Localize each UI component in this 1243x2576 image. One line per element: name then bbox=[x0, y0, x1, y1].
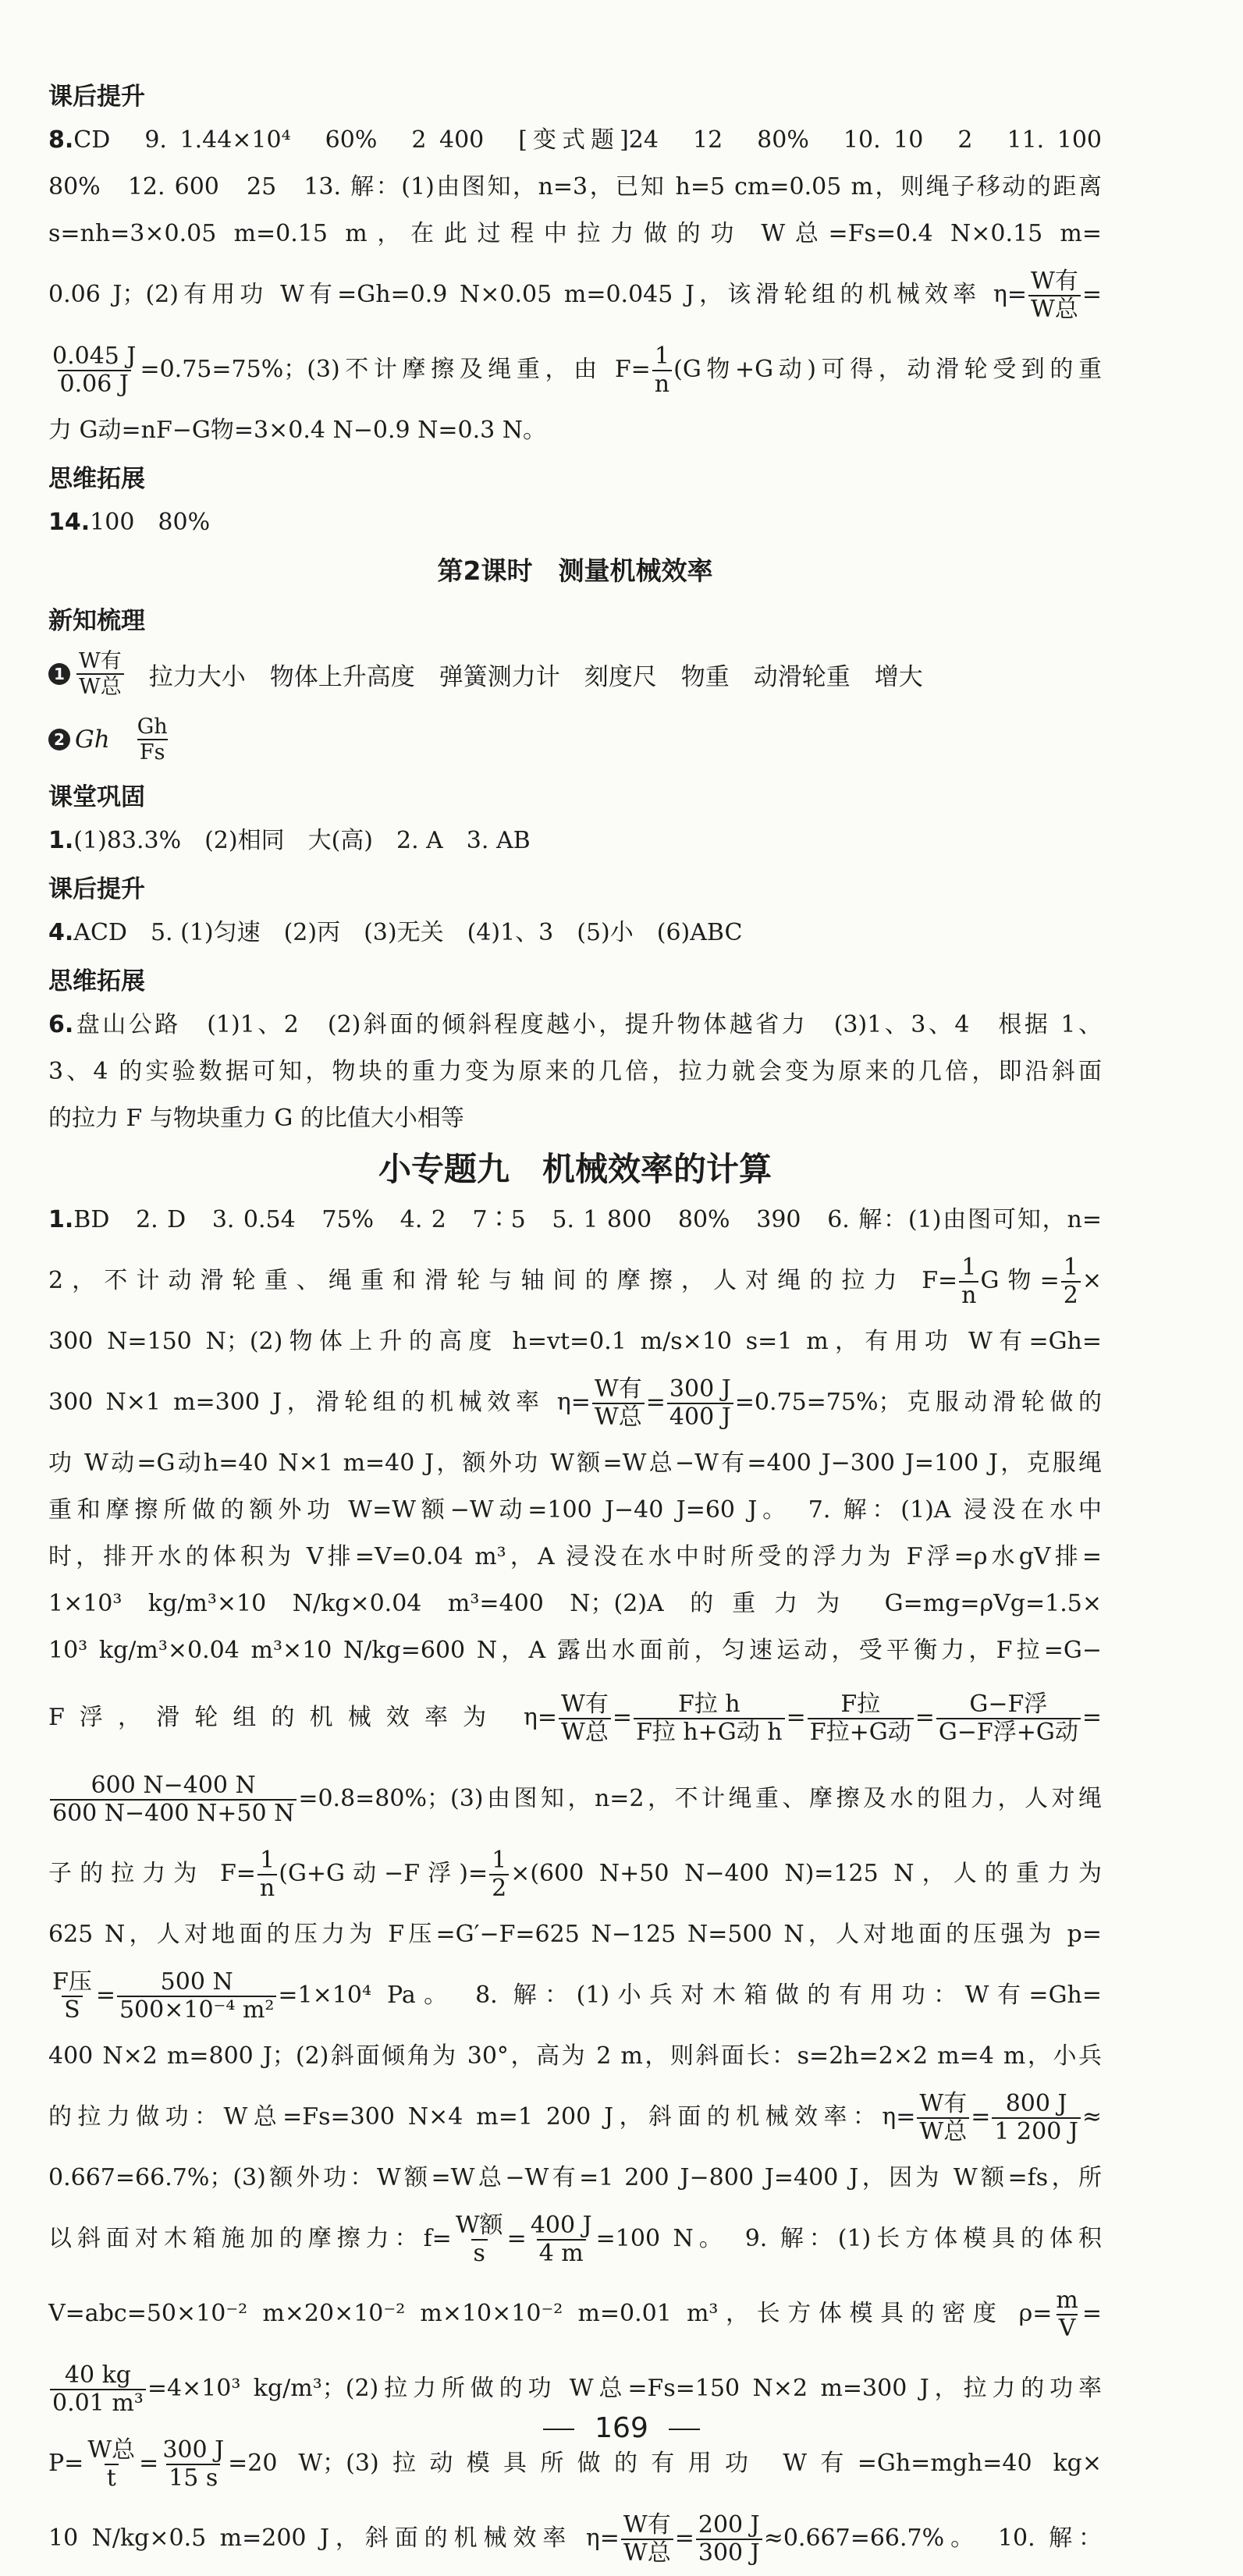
knowledge-row-2: 2 Gh $\frac{Gh}{Fs}$ bbox=[48, 707, 1102, 772]
page-footer bbox=[0, 2409, 1243, 2448]
section-label-class-consolidate: 课堂巩固 bbox=[48, 783, 145, 811]
fraction-denominator: n bbox=[652, 370, 672, 399]
fraction-denominator: F拉 h+G动 h bbox=[634, 1718, 785, 1747]
fraction-numerator: W有 bbox=[594, 1375, 642, 1403]
fraction bbox=[1053, 2287, 1080, 2343]
fraction-numerator: W有 bbox=[919, 2089, 968, 2117]
fraction-numerator: 600 N−400 N bbox=[91, 1771, 256, 1799]
fraction bbox=[917, 2091, 969, 2146]
circle-number-1: 1 bbox=[48, 663, 70, 685]
fraction-numerator: W总 bbox=[87, 2436, 136, 2464]
fraction-denominator: 2 bbox=[489, 1874, 509, 1903]
fraction-numerator: F拉 h bbox=[677, 1690, 740, 1718]
answer-line: 2，不计动滑轮重、绳重和滑轮与轴间的摩擦，人对绳的拉力 F= $\frac{1}{n}$ G物= $\frac{1}{2}$ × bbox=[48, 1253, 1102, 1309]
answer-line: 400 N×2 m=800 J；(2)斜面倾角为 30°，高为 2 m，则斜面长：s=2h=2×2 m=4 m，小兵 bbox=[48, 2042, 1102, 2070]
fraction-denominator: 500×10⁻⁴ m² bbox=[117, 1996, 276, 2024]
answer-line: 1.BD 2. D 3. 0.54 75% 4. 2 7∶5 5. 1 800 80% 390 6. 解：(1)由图可知，n= bbox=[48, 1206, 1102, 1233]
answer-line: 300 N=150 N；(2)物体上升的高度 h=vt=0.1 m/s×10 s=1 m，有用功 W有=Gh= bbox=[48, 1328, 1102, 1355]
fraction-numerator: W有 bbox=[623, 2510, 671, 2539]
fraction-denominator: 0.06 J bbox=[58, 370, 131, 399]
answer-line: 以斜面对木箱施加的摩擦力：f= W额 s = $\frac{400 J}{4 m}$ =100 N。 9. 解：(1)长方体模具的体积 bbox=[48, 2211, 1102, 2267]
answer-line: 625 N，人对地面的压力为 F压=G′−F=625 N−125 N=500 N，人对地面的压强为 p= bbox=[48, 1921, 1102, 1948]
fraction-denominator: s bbox=[471, 2239, 488, 2268]
fraction bbox=[50, 1772, 297, 1828]
fraction-numerator: 1 bbox=[654, 342, 669, 370]
section-label-after-class: 课后提升 bbox=[48, 83, 145, 111]
fraction-denominator: W总 bbox=[1028, 295, 1081, 324]
fraction-denominator: F拉+G动 bbox=[808, 1718, 914, 1747]
fraction-numerator: 300 J bbox=[669, 1375, 731, 1403]
fraction-numerator: W有 bbox=[561, 1690, 609, 1718]
fraction-denominator: 2 bbox=[1061, 1281, 1081, 1310]
fraction bbox=[1028, 268, 1081, 324]
answer-line: 300 N×1 m=300 J，滑轮组的机械效率 η= W有 W总 = $\frac{300 J}{400 J}$ =0.75=75%；克服动滑轮做的 bbox=[48, 1375, 1102, 1431]
answer-line: 14.100 80% bbox=[48, 509, 211, 536]
fraction-numerator: 1 bbox=[961, 1253, 977, 1281]
fraction bbox=[489, 1847, 509, 1903]
fraction-numerator: 500 N bbox=[160, 1967, 233, 1996]
answer-line: 时，排开水的体积为 V排=V=0.04 m³，A 浸没在水中时所受的浮力为 F浮=ρ水gV排= bbox=[48, 1543, 1102, 1570]
answer-line: 0.667=66.7%；(3)额外功：W额=W总−W有=1 200 J−800 J=400 J，因为 W额=fs，所 bbox=[48, 2164, 1102, 2191]
answer-line: 子的拉力为 F= $\frac{1}{n}$ (G+G动−F浮)= $\frac{1}{2}$ ×(600 N+50 N−400 N)=125 N，人的重力为 bbox=[48, 1846, 1102, 1902]
fraction-denominator: 15 s bbox=[166, 2464, 220, 2493]
answer-line: 6.盘山公路 (1)1、2 (2)斜面的倾斜程度越小，提升物体越省力 (3)1、3、4 根据 1、 bbox=[48, 1011, 1102, 1038]
fraction-denominator: W总 bbox=[917, 2117, 969, 2146]
section-label-after-class: 课后提升 bbox=[48, 875, 145, 903]
circle-number-2: 2 bbox=[48, 729, 70, 750]
fraction-denominator: 400 J bbox=[667, 1403, 733, 1432]
answer-line: P= W总 t = $\frac{300 J}{15 s}$ =20 W；(3)拉动模具所做的有用功 W有=Gh=mgh=40 kg× bbox=[48, 2436, 1102, 2492]
fraction-denominator: Fs bbox=[137, 739, 168, 765]
fraction bbox=[992, 2091, 1080, 2146]
answer-line: 8.CD 9. 1.44×10⁴ 60% 2 400 [变式题]24 12 80% 10. 10 2 11. 100 bbox=[48, 126, 1102, 154]
fraction-numerator: 0.045 J bbox=[52, 342, 137, 370]
fraction bbox=[652, 343, 672, 399]
fraction-numerator: W额 bbox=[455, 2211, 503, 2239]
fraction bbox=[808, 1691, 914, 1747]
answer-line: 1×10³ kg/m³×10 N/kg×0.04 m³=400 N；(2)A 的重力为 G=mg=ρVg=1.5× bbox=[48, 1590, 1102, 1617]
answer-line: 功 W动=G动h=40 N×1 m=40 J，额外功 W额=W总−W有=400 J−300 J=100 J，克服绳 bbox=[48, 1449, 1102, 1477]
fraction-numerator: 1 bbox=[492, 1846, 507, 1874]
fraction-denominator: 600 N−400 N+50 N bbox=[50, 1799, 297, 1828]
fraction-denominator: W总 bbox=[592, 1403, 645, 1432]
fraction bbox=[959, 1254, 978, 1310]
fraction-denominator: W总 bbox=[621, 2539, 673, 2567]
fraction-numerator: 40 kg bbox=[64, 2361, 131, 2389]
fraction bbox=[453, 2212, 506, 2268]
fraction-numerator: 200 J bbox=[698, 2510, 760, 2539]
fraction-denominator: 4 m bbox=[537, 2239, 586, 2268]
section-label-thinking: 思维拓展 bbox=[48, 967, 145, 995]
answer-line: $\frac{0.045 J}{0.06 J}$ =0.75=75%；(3)不计摩擦及绳重，由 F= $\frac{1}{n}$ (G物+G动)可得，动滑轮受到的重 bbox=[48, 332, 1102, 407]
section-label-new-knowledge: 新知梳理 bbox=[48, 607, 145, 635]
answer-line: 0.06 J；(2)有用功 W有=Gh=0.9 N×0.05 m=0.045 J，该滑轮组的机械效率 η= W有 W总 = bbox=[48, 267, 1102, 323]
fraction-denominator: W总 bbox=[559, 1718, 611, 1747]
topic-title: 小专题九 机械效率的计算 bbox=[378, 1150, 772, 1188]
fraction-denominator: n bbox=[257, 1874, 277, 1903]
fraction bbox=[1061, 1254, 1081, 1310]
fraction bbox=[528, 2212, 595, 2268]
fraction bbox=[76, 649, 124, 699]
answer-line: 4.ACD 5. (1)匀速 (2)丙 (3)无关 (4)1、3 (5)小 (6)ABC bbox=[48, 919, 743, 946]
answer-line: F压 S = $\frac{500 N}{\text{500×10⁻⁴ m²}}$ =1×10⁴ Pa。 8. 解：(1)小兵对木箱做的有用功：W有=Gh= bbox=[48, 1958, 1102, 2033]
fraction-numerator: Gh bbox=[137, 714, 168, 739]
fraction-numerator: m bbox=[1056, 2286, 1078, 2314]
fraction bbox=[50, 343, 138, 399]
fraction-numerator: 300 J bbox=[162, 2436, 225, 2464]
answer-line: 力 G动=nF−G物=3×0.4 N−0.9 N=0.3 N。 bbox=[48, 417, 546, 444]
fraction bbox=[592, 1376, 645, 1432]
knowledge-row-1: 1 W有 W总 拉力大小 物体上升高度 弹簧测力计 刻度尺 物重 动滑轮重 增大 bbox=[48, 641, 1102, 707]
fraction-denominator: S bbox=[62, 1996, 83, 2024]
fraction bbox=[634, 1691, 785, 1747]
answer-line: 1.(1)83.3% (2)相同 大(高) 2. A 3. AB bbox=[48, 827, 531, 854]
fraction-numerator: 800 J bbox=[1005, 2089, 1067, 2117]
fraction bbox=[257, 1847, 277, 1903]
footer-dash-right bbox=[669, 2429, 700, 2430]
fraction-numerator: 1 bbox=[1063, 1253, 1078, 1281]
page-content bbox=[48, 72, 1102, 2576]
page-number: 169 bbox=[595, 2412, 648, 2444]
fraction bbox=[117, 1969, 276, 2024]
fraction-denominator: 300 J bbox=[696, 2539, 762, 2567]
answer-line: V=abc=50×10⁻² m×20×10⁻² m×10×10⁻² m=0.01 m³，长方体模具的密度 ρ= $\frac{m}{V}$ = bbox=[48, 2286, 1102, 2342]
answer-line: 10³ kg/m³×0.04 m³×10 N/kg=600 N，A 露出水面前，匀速运动，受平衡力，F拉=G− bbox=[48, 1637, 1102, 1664]
fraction-denominator: n bbox=[959, 1281, 978, 1310]
fraction-numerator: F压 bbox=[52, 1967, 92, 1996]
fraction bbox=[667, 1376, 733, 1432]
fraction-numerator: W有 bbox=[79, 648, 122, 673]
answer-line: $\frac{600 N-400 N}{600 N-400 N+50 N}$ =0.8=80%；(3)由图知，n=2，不计绳重、摩擦及水的阻力，人对绳 bbox=[48, 1762, 1102, 1836]
fraction-denominator: 0.01 m³ bbox=[50, 2389, 146, 2418]
answer-line: 3、4 的实验数据可知，物块的重力变为原来的几倍，拉力就会变为原来的几倍，即沿斜面 bbox=[48, 1058, 1102, 1085]
fraction bbox=[559, 1691, 611, 1747]
section-label-thinking: 思维拓展 bbox=[48, 465, 145, 493]
fraction bbox=[135, 715, 170, 765]
answer-line: 80% 12. 600 25 13. 解：(1)由图知，n=3，已知 h=5 cm=0.05 m，则绳子移动的距离 bbox=[48, 173, 1102, 200]
answer-line: 重和摩擦所做的额外功 W=W额−W动=100 J−40 J=60 J。 7. 解：(1)A 浸没在水中 bbox=[48, 1496, 1102, 1524]
lesson-title: 第2课时 测量机械效率 bbox=[437, 555, 713, 586]
fraction-denominator: t bbox=[105, 2464, 119, 2493]
answer-line: 的拉力 F 与物块重力 G 的比值大小相等 bbox=[48, 1105, 464, 1132]
answer-line: s=nh=3×0.05 m=0.15 m，在此过程中拉力做的功 W总=Fs=0.4 N×0.15 m= bbox=[48, 220, 1102, 247]
answer-line: 10 N/kg×0.5 m=200 J，斜面的机械效率 η= W有 W总 = $\frac{200 J}{300 J}$ ≈0.667=66.7%。 10. 解： bbox=[48, 2510, 1102, 2567]
fraction bbox=[50, 1969, 94, 2024]
fraction-denominator: G−F浮+G动 bbox=[936, 1718, 1081, 1747]
fraction bbox=[696, 2512, 762, 2567]
fraction-denominator: V bbox=[1057, 2314, 1078, 2343]
fraction-numerator: G−F浮 bbox=[969, 1690, 1048, 1718]
fraction-numerator: 400 J bbox=[530, 2211, 592, 2239]
answer-line: F浮，滑轮组的机械效率为 η= W有 W总 = F拉 h F拉 h+G动 h = F拉 F拉+G动 = G−F浮 G−F浮+G动 = bbox=[48, 1690, 1102, 1746]
answer-line: $\frac{40 kg}{\text{0.01 m³}}$ =4×10³ kg/m³；(2)拉力所做的功 W总=Fs=150 N×2 m=300 J，拉力的功率 bbox=[48, 2351, 1102, 2426]
fraction-denominator: W总 bbox=[76, 673, 124, 699]
fraction-denominator: 1 200 J bbox=[992, 2117, 1080, 2146]
fraction-numerator: F拉 bbox=[840, 1690, 881, 1718]
fraction-numerator: 1 bbox=[260, 1846, 275, 1874]
answer-line: 的拉力做功：W总=Fs=300 N×4 m=1 200 J，斜面的机械效率：η= W有 W总 = $\frac{800 J}{1 200 J}$ ≈ bbox=[48, 2089, 1102, 2145]
fraction-numerator: W有 bbox=[1031, 267, 1078, 295]
fraction bbox=[936, 1691, 1081, 1747]
fraction bbox=[621, 2512, 673, 2567]
footer-dash-left bbox=[543, 2429, 574, 2430]
